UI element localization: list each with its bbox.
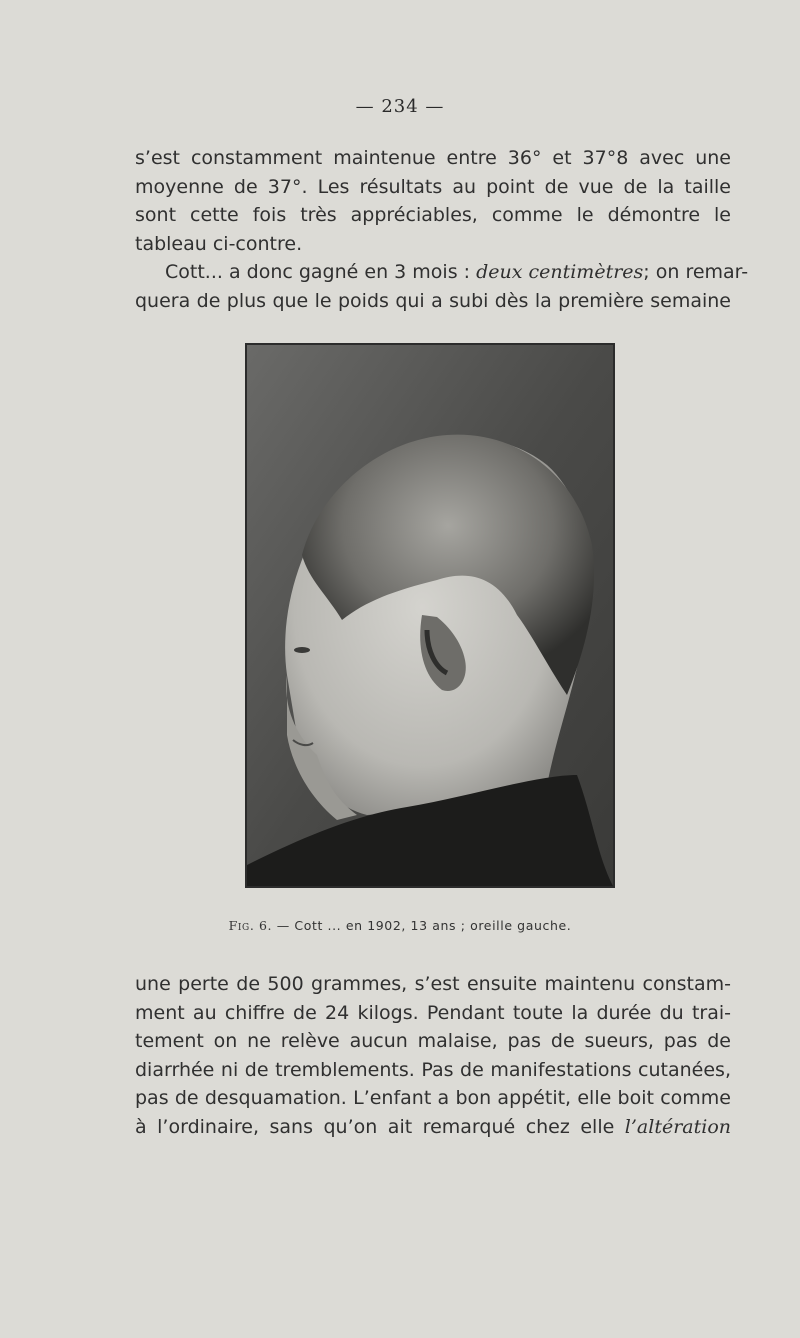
- text-line: ment au chiffre de 24 kilogs. Pendant toute la durée du trai-: [135, 1001, 731, 1024]
- paragraph-bottom: [135, 970, 731, 1141]
- text-line: une perte de 500 grammes, s’est ensuite maintenu constam-: [135, 973, 731, 995]
- portrait-photograph: [247, 345, 613, 886]
- text-line: pas de desquamation. L’enfant a bon appétit, elle boit comme: [135, 1087, 731, 1109]
- text-line: tableau ci-contre.: [135, 232, 303, 255]
- text-segment: ; on remar-: [643, 261, 749, 283]
- text-segment: Cott... a donc gagné en 3 mois :: [165, 261, 477, 283]
- page-number: — 234 —: [355, 96, 445, 117]
- figure-caption: [0, 918, 800, 933]
- text-line: tement on ne relève aucun malaise, pas de sueurs, pas de: [135, 1030, 731, 1052]
- text-line: s’est constamment maintenue entre 36° et 37°8 avec une: [135, 147, 731, 169]
- figure-caption-text: — Cott ... en 1902, 13 ans ; oreille gauche.: [272, 918, 572, 933]
- text-segment: à l’ordinaire, sans qu’on ait remarqué chez elle: [135, 1115, 625, 1138]
- text-line: diarrhée ni de tremblements. Pas de manifestations cutanées,: [135, 1058, 731, 1081]
- figure-label: Fig. 6.: [228, 918, 273, 933]
- text-line: [135, 1113, 731, 1142]
- italic-text: l’altération: [624, 1115, 731, 1138]
- paragraph-second: [135, 258, 749, 315]
- text-line: moyenne de 37°. Les résultats au point de vue de la taille: [135, 175, 731, 198]
- text-line: sont cette fois très appréciables, comme le démontre le: [135, 204, 731, 226]
- italic-text: deux centimètres: [476, 261, 644, 283]
- text-line: [135, 258, 749, 287]
- paragraph-top: [135, 144, 731, 258]
- text-line: quera de plus que le poids qui a subi dès la première semaine: [135, 289, 731, 312]
- photograph-plate: [245, 343, 615, 888]
